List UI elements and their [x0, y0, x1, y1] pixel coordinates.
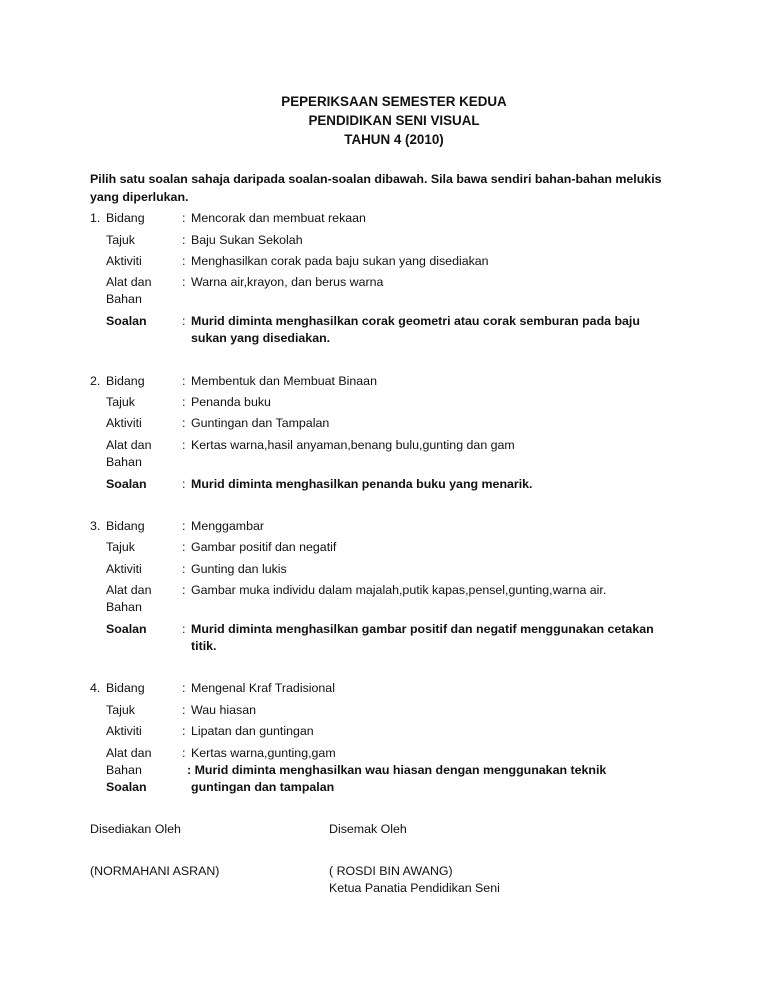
colon: : [182, 746, 186, 760]
title-line-3: TAHUN 4 (2010) [344, 132, 444, 147]
soalan-label: Soalan [106, 477, 147, 491]
alat-label-line-2: Bahan [106, 763, 142, 777]
aktiviti-label: Aktiviti [106, 562, 142, 576]
colon: : [182, 519, 186, 533]
aktiviti-label: Aktiviti [106, 254, 142, 268]
alat-label-line-2: Bahan [106, 455, 142, 469]
colon: : [182, 562, 186, 576]
colon: : [182, 416, 186, 430]
colon: : [182, 233, 186, 247]
alat-label-line-1: Alat dan [106, 275, 152, 289]
bidang-value: Menggambar [191, 519, 265, 533]
aktiviti-value: Guntingan dan Tampalan [191, 416, 330, 430]
alat-value: Warna air,krayon, dan berus warna [191, 275, 384, 289]
soalan-value-line-2: sukan yang disediakan. [191, 331, 331, 345]
soalan-value-line-1: Murid diminta menghasilkan gambar positif dan negatif menggunakan cetakan [191, 622, 654, 636]
document-title [0, 92, 768, 149]
soalan-label: Soalan [106, 780, 147, 794]
tajuk-label: Tajuk [106, 540, 135, 554]
soalan-value-line-1: Murid diminta menghasilkan penanda buku yang menarik. [191, 477, 533, 491]
colon: : [182, 724, 186, 738]
alat-label-line-2: Bahan [106, 600, 142, 614]
title-line-2: PENDIDIKAN SENI VISUAL [308, 113, 480, 128]
soalan-label: Soalan [106, 622, 147, 636]
aktiviti-value: Lipatan dan guntingan [191, 724, 314, 738]
colon: : [182, 681, 186, 695]
question-number: 2. [90, 374, 101, 388]
aktiviti-label: Aktiviti [106, 724, 142, 738]
colon: : [182, 275, 186, 289]
bidang-label: Bidang [106, 681, 145, 695]
alat-label-line-1: Alat dan [106, 746, 152, 760]
colon: : [182, 583, 186, 597]
question-number: 4. [90, 681, 101, 695]
colon: : [182, 314, 186, 328]
colon: : [182, 374, 186, 388]
colon: : [182, 622, 186, 636]
soalan-label: Soalan [106, 314, 147, 328]
bidang-label: Bidang [106, 374, 145, 388]
colon: : [182, 477, 186, 491]
checked-by-name: ( ROSDI BIN AWANG) [329, 864, 453, 878]
aktiviti-value: Menghasilkan corak pada baju sukan yang disediakan [191, 254, 489, 268]
aktiviti-label: Aktiviti [106, 416, 142, 430]
colon: : [182, 438, 186, 452]
colon: : [182, 254, 186, 268]
aktiviti-value: Gunting dan lukis [191, 562, 287, 576]
prepared-by-name: (NORMAHANI ASRAN) [90, 864, 220, 878]
soalan-value-line-1: : Murid diminta menghasilkan wau hiasan dengan menggunakan teknik [187, 763, 607, 777]
colon: : [182, 703, 186, 717]
bidang-label: Bidang [106, 519, 145, 533]
checked-by-title: Ketua Panatia Pendidikan Seni [329, 881, 500, 895]
bidang-value: Mengenal Kraf Tradisional [191, 681, 335, 695]
alat-label-line-1: Alat dan [106, 438, 152, 452]
bidang-label: Bidang [106, 211, 145, 225]
soalan-value-line-2: titik. [191, 639, 217, 653]
tajuk-value: Wau hiasan [191, 703, 256, 717]
tajuk-value: Penanda buku [191, 395, 271, 409]
alat-label-line-2: Bahan [106, 292, 142, 306]
alat-value: Kertas warna,hasil anyaman,benang bulu,gunting dan gam [191, 438, 515, 452]
question-number: 1. [90, 211, 101, 225]
colon: : [182, 211, 186, 225]
tajuk-label: Tajuk [106, 233, 135, 247]
soalan-value-line-1: Murid diminta menghasilkan corak geometri atau corak semburan pada baju [191, 314, 640, 328]
tajuk-value: Gambar positif dan negatif [191, 540, 337, 554]
prepared-by-label: Disediakan Oleh [90, 822, 181, 836]
bidang-value: Mencorak dan membuat rekaan [191, 211, 366, 225]
tajuk-label: Tajuk [106, 703, 135, 717]
alat-value: Gambar muka individu dalam majalah,putik kapas,pensel,gunting,warna air. [191, 583, 607, 597]
colon: : [182, 540, 186, 554]
instruction-text: Pilih satu soalan sahaja daripada soalan-soalan dibawah. Sila bawa sendiri bahan-bahan melukis yang diperlukan. [90, 172, 662, 204]
tajuk-value: Baju Sukan Sekolah [191, 233, 303, 247]
question-number: 3. [90, 519, 101, 533]
colon: : [182, 395, 186, 409]
alat-label-line-1: Alat dan [106, 583, 152, 597]
title-line-1: PEPERIKSAAN SEMESTER KEDUA [281, 94, 507, 109]
checked-by-label: Disemak Oleh [329, 822, 407, 836]
soalan-value-line-2: guntingan dan tampalan [191, 780, 335, 794]
tajuk-label: Tajuk [106, 395, 135, 409]
alat-value: Kertas warna,gunting,gam [191, 746, 336, 760]
bidang-value: Membentuk dan Membuat Binaan [191, 374, 377, 388]
